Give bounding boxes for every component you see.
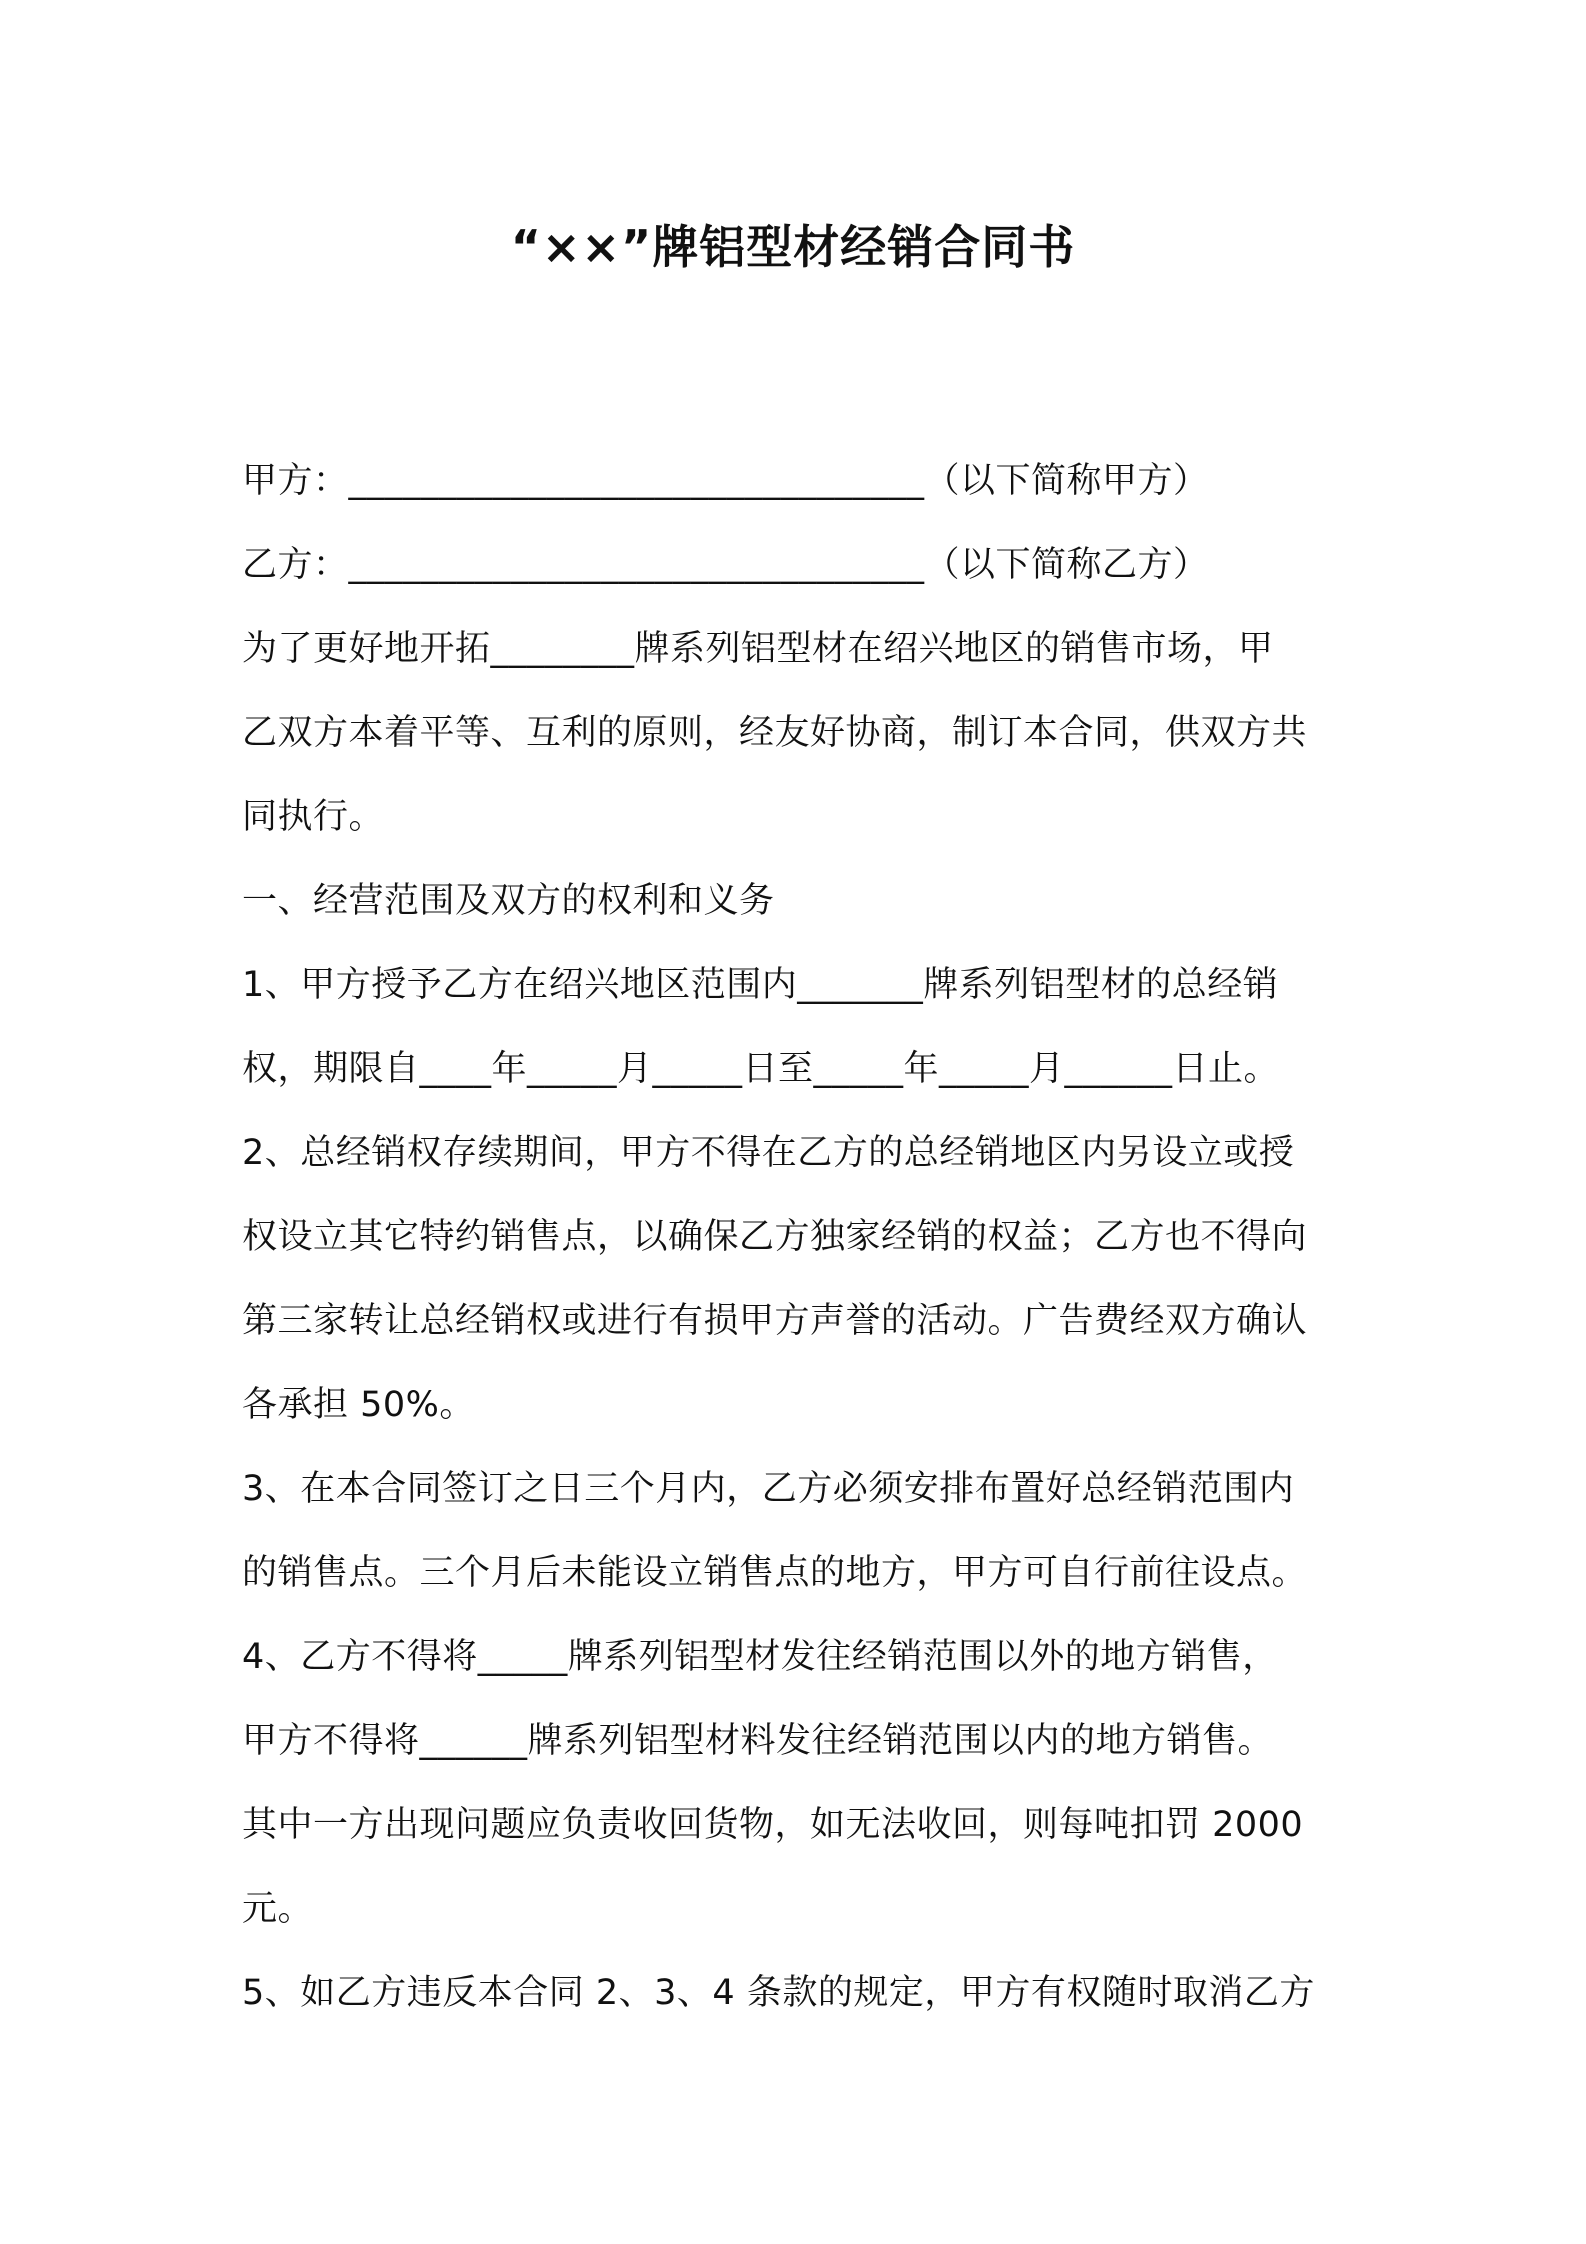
document-title: “××”牌铝型材经销合同书 xyxy=(510,220,1076,274)
clause-line: 其中一方出现问题应负责收回货物，如无法收回，则每吨扣罚 2000 xyxy=(242,1805,1304,1845)
clause-line: 的销售点。三个月后未能设立销售点的地方，甲方可自行前往设点。 xyxy=(242,1553,1308,1593)
clause-line: 甲方不得将______牌系列铝型材料发往经销范围以内的地方销售。 xyxy=(242,1721,1274,1761)
party-a-line: 甲方：________________________________（以下简称甲方） xyxy=(242,461,1209,501)
clause-line: 1、甲方授予乙方在绍兴地区范围内_______牌系列铝型材的总经销 xyxy=(242,965,1279,1005)
party-b-line: 乙方：________________________________（以下简称乙方） xyxy=(242,545,1209,585)
clause-line: 各承担 50%。 xyxy=(242,1385,475,1425)
section-heading: 一、经营范围及双方的权利和义务 xyxy=(242,881,775,921)
clause-line: 5、如乙方违反本合同 2、3、4 条款的规定，甲方有权随时取消乙方 xyxy=(242,1973,1315,2013)
paragraph-line: 乙双方本着平等、互利的原则，经友好协商，制订本合同，供双方共 xyxy=(242,713,1308,753)
clause-line: 元。 xyxy=(242,1889,314,1929)
clause-line: 权设立其它特约销售点，以确保乙方独家经销的权益；乙方也不得向 xyxy=(242,1217,1308,1257)
clause-line: 2、总经销权存续期间，甲方不得在乙方的总经销地区内另设立或授 xyxy=(242,1133,1295,1173)
paragraph-line: 同执行。 xyxy=(242,797,385,837)
clause-line: 第三家转让总经销权或进行有损甲方声誉的活动。广告费经双方确认 xyxy=(242,1301,1308,1341)
clause-line: 3、在本合同签订之日三个月内，乙方必须安排布置好总经销范围内 xyxy=(242,1469,1295,1509)
clause-line: 4、乙方不得将_____牌系列铝型材发往经销范围以外的地方销售， xyxy=(242,1637,1278,1677)
clause-line: 权，期限自____年_____月_____日至_____年_____月______日止。 xyxy=(242,1049,1280,1089)
paragraph-line: 为了更好地开拓________牌系列铝型材在绍兴地区的销售市场，甲 xyxy=(242,629,1274,669)
